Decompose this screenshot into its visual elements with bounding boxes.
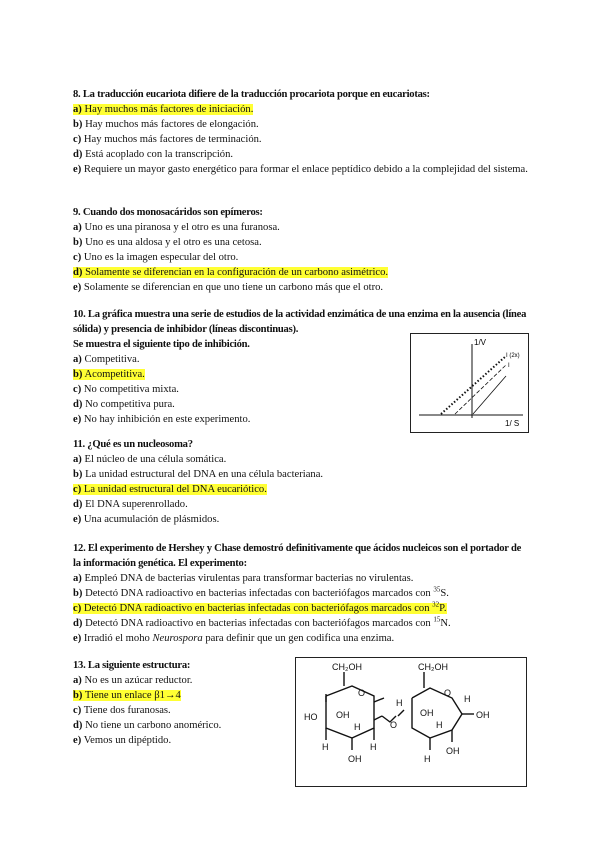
question-11-title: 11. ¿Qué es un nucleosoma? — [73, 439, 193, 450]
x-axis-label: 1/ S — [505, 419, 520, 428]
left-c1-h — [374, 698, 384, 702]
option-text: Detectó DNA radioactivo en bacterias infectadas con bacteriófagos marcados con — [85, 588, 434, 599]
option-letter: a) — [73, 454, 82, 465]
option-letter: d) — [73, 499, 83, 510]
option-9a[interactable] — [73, 220, 528, 235]
question-8-title: 8. La traducción eucariota difiere de la traducción procariota porque en eucariotas: — [73, 89, 430, 100]
isotope-mass: 35 — [433, 585, 441, 594]
option-text: No competitiva pura. — [85, 399, 175, 410]
option-11a[interactable] — [73, 452, 528, 467]
option-text: Detectó DNA radioactivo en bacterias infectadas con bacteriófagos marcados con — [83, 603, 433, 614]
option-8d[interactable] — [73, 147, 528, 162]
option-letter: b) — [73, 119, 83, 130]
option-text: Irradió el moho — [83, 633, 153, 644]
option-11b[interactable] — [73, 467, 528, 482]
label-h-left-2: H — [322, 742, 329, 752]
option-9e[interactable] — [73, 280, 528, 295]
option-letter: c) — [73, 705, 82, 716]
line-inhibitor-2x — [441, 356, 506, 414]
option-11e[interactable] — [73, 512, 528, 527]
option-12b[interactable] — [73, 586, 528, 601]
label-ho-left: HO — [304, 712, 318, 722]
legend-inhibitor-2x: I (2x) — [506, 353, 520, 359]
option-text: Una acumulación de plásmidos. — [83, 514, 220, 525]
left-c1-bond — [374, 716, 382, 720]
question-10-subtitle: Se muestra el siguiente tipo de inhibición. — [73, 339, 250, 350]
option-letter: d) — [73, 399, 83, 410]
option-9d[interactable] — [73, 265, 528, 280]
option-text: Detectó DNA radioactivo en bacterias infectadas con bacteriófagos marcados con — [85, 618, 434, 629]
option-letter: b) — [73, 588, 83, 599]
option-text: Vemos un dipéptido. — [83, 735, 172, 746]
label-h-right-1: H — [396, 698, 403, 708]
label-o-bridge: O — [390, 720, 398, 730]
option-text-tail: P. — [439, 603, 447, 614]
label-oh-right-1: OH — [420, 708, 434, 718]
disaccharide-structure-svg — [296, 658, 526, 786]
option-12e[interactable] — [73, 631, 528, 646]
label-ch2oh-left: CH₂OH — [332, 662, 362, 672]
question-9-title: 9. Cuando dos monosacáridos son epímeros: — [73, 207, 263, 218]
option-letter: b) — [73, 369, 83, 380]
legend-inhibitor: I — [508, 363, 510, 369]
option-letter: a) — [73, 675, 82, 686]
isotope-mass: 32 — [432, 600, 440, 609]
option-letter: e) — [73, 735, 82, 746]
option-8e[interactable] — [73, 162, 528, 177]
inhibition-graph — [410, 333, 529, 433]
option-letter: e) — [73, 164, 82, 175]
option-text: El núcleo de una célula somática. — [84, 454, 227, 465]
label-h-right-4: H — [424, 754, 431, 764]
option-letter: b) — [73, 237, 83, 248]
label-h-left-1: H — [354, 722, 361, 732]
option-text: Uno es la imagen especular del otro. — [83, 252, 239, 263]
y-axis-label: 1/V — [474, 338, 487, 347]
option-text: Acompetitiva. — [84, 369, 145, 380]
label-h-right-2: H — [436, 720, 443, 730]
question-12 — [73, 541, 528, 646]
disaccharide-structure — [295, 657, 527, 787]
label-o-left: O — [358, 688, 366, 698]
option-letter: a) — [73, 354, 82, 365]
option-text: No es un azúcar reductor. — [84, 675, 193, 686]
option-letter: d) — [73, 618, 83, 629]
line-inhibitor — [455, 365, 506, 414]
option-letter: a) — [73, 104, 82, 115]
left-ring — [326, 686, 374, 738]
label-oh-right-3: OH — [446, 746, 460, 756]
option-letter: c) — [73, 134, 82, 145]
label-oh-right-2: OH — [476, 710, 490, 720]
option-text: Competitiva. — [84, 354, 140, 365]
option-9b[interactable] — [73, 235, 528, 250]
option-text: Solamente se diferencian en la configuración de un carbono asimétrico. — [85, 267, 389, 278]
option-letter: c) — [73, 384, 82, 395]
option-text: El DNA superenrollado. — [85, 499, 188, 510]
option-text-tail: N. — [440, 618, 451, 629]
option-9c[interactable] — [73, 250, 528, 265]
label-h-left-3: H — [370, 742, 377, 752]
option-text: Requiere un mayor gasto energético para formar el enlace peptídico debido a la complejidad del sistema. — [83, 164, 528, 175]
option-letter: e) — [73, 633, 82, 644]
option-letter: e) — [73, 282, 82, 293]
option-text: Hay muchos más factores de terminación. — [83, 134, 262, 145]
label-h-right-3: H — [464, 694, 471, 704]
question-9 — [73, 205, 528, 295]
option-letter: e) — [73, 514, 82, 525]
option-letter: c) — [73, 252, 82, 263]
option-letter: d) — [73, 267, 83, 278]
question-10-title: 10. La gráfica muestra una serie de estudios de la actividad enzimática de una enzima en la ausencia (línea sólida) y presencia de inhibidor (líneas discontinuas). — [73, 309, 527, 335]
label-oh-left-2: OH — [348, 754, 362, 764]
option-text: Hay muchos más factores de elongación. — [85, 119, 259, 130]
label-o-right: O — [444, 688, 452, 698]
option-letter: b) — [73, 690, 83, 701]
option-letter: d) — [73, 720, 83, 731]
option-letter: c) — [73, 484, 82, 495]
option-text: Uno es una piranosa y el otro es una furanosa. — [84, 222, 280, 233]
option-letter: c) — [73, 603, 82, 614]
isotope-mass: 15 — [433, 615, 441, 624]
option-letter: a) — [73, 573, 82, 584]
option-text: Uno es una aldosa y el otro es una cetosa. — [85, 237, 262, 248]
inhibition-graph-svg — [411, 334, 528, 432]
option-text: Tiene un enlace β1→4 — [84, 690, 181, 701]
option-text-tail: para definir que un gen codifica una enzima. — [202, 633, 395, 644]
option-12c[interactable] — [73, 601, 528, 616]
glycosidic-bond-2 — [398, 710, 404, 716]
label-oh-left-1: OH — [336, 710, 350, 720]
option-11d[interactable] — [73, 497, 528, 512]
option-8a[interactable] — [73, 102, 528, 117]
question-13-title: 13. La siguiente estructura: — [73, 660, 191, 671]
option-text: Hay muchos más factores de iniciación. — [84, 104, 254, 115]
option-text-italic: Neurospora — [152, 633, 203, 644]
question-11 — [73, 437, 528, 527]
option-letter: b) — [73, 469, 83, 480]
option-letter: a) — [73, 222, 82, 233]
question-8 — [73, 87, 528, 177]
option-12d[interactable] — [73, 616, 528, 631]
option-8b[interactable] — [73, 117, 528, 132]
label-ch2oh-right: CH₂OH — [418, 662, 448, 672]
option-11c[interactable] — [73, 482, 528, 497]
option-text: Tiene dos furanosas. — [83, 705, 171, 716]
option-text: La unidad estructural del DNA en una célula bacteriana. — [85, 469, 324, 480]
option-text: No competitiva mixta. — [83, 384, 179, 395]
option-text-tail: S. — [440, 588, 449, 599]
option-8c[interactable] — [73, 132, 528, 147]
option-letter: e) — [73, 414, 82, 425]
option-text: No hay inhibición en este experimento. — [83, 414, 251, 425]
option-text: No tiene un carbono anomérico. — [85, 720, 222, 731]
option-letter: d) — [73, 149, 83, 160]
question-12-title: 12. El experimento de Hershey y Chase demostró definitivamente que ácidos nucleicos son el portador de la información genética. El experimento: — [73, 543, 522, 569]
option-text: La unidad estructural del DNA eucariótico. — [83, 484, 267, 495]
option-12a[interactable] — [73, 571, 528, 586]
option-text: Solamente se diferencian en que uno tiene un carbono más que el otro. — [83, 282, 384, 293]
option-text: Está acoplado con la transcripción. — [85, 149, 234, 160]
option-text: Empleó DNA de bacterias virulentas para transformar bacterias no virulentas. — [84, 573, 414, 584]
